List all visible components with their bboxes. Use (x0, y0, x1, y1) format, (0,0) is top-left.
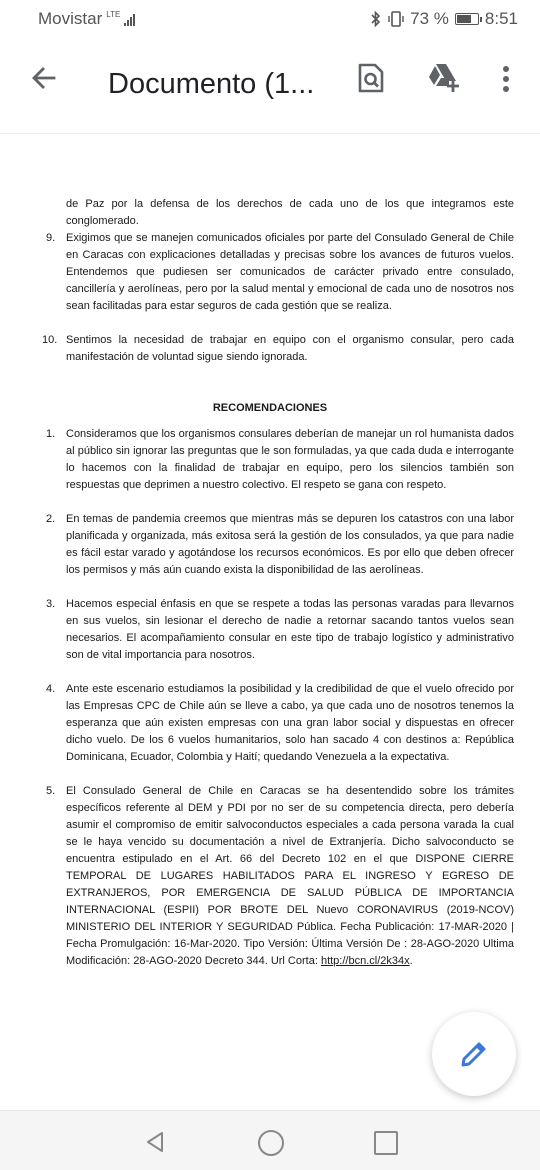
nav-recents-icon[interactable] (374, 1131, 398, 1155)
item-number: 3. (46, 598, 56, 610)
recommendation-1 (46, 426, 514, 494)
edit-pencil-icon (459, 1039, 489, 1069)
system-nav-bar (0, 1110, 540, 1170)
item-suffix: . (409, 955, 413, 967)
item-number: 10. (42, 334, 58, 346)
carrier-name: Movistar (38, 9, 103, 28)
battery-percent: 73 % (410, 9, 449, 28)
item-number: 1. (46, 428, 56, 440)
item-number: 5. (46, 785, 56, 797)
drive-add-icon[interactable] (425, 62, 461, 94)
status-bar (0, 0, 540, 38)
edit-fab-button[interactable] (432, 1012, 516, 1096)
item-text: Exigimos que se manejen comunicados oficiales por parte del Consulado General de Chile en Caracas con explicaciones detalladas y precisas sobre los avances de futuros vuelos. Entendemos que pudiesen ser comunicados de carácter privado entre consulado, cancillería y aerolíneas, pero por la salud mental y emocional de cada uno de nosotros nos sean facilitadas para estar seguros de cada gestión que se realiza. (66, 232, 514, 312)
recommendation-3 (46, 596, 514, 664)
item-text: Sentimos la necesidad de trabajar en equipo con el organismo consular, pero cada manifestación de voluntad sigue siendo ignorada. (66, 334, 514, 363)
intro-paragraph: de Paz por la defensa de los derechos de cada uno de los que integramos este conglomerado. (66, 198, 514, 227)
item-text: Hacemos especial énfasis en que se respete a todas las personas varadas para llevarnos en sus vuelos, sin lesionar el derecho de nadie a retornar sacando tantos vuelos sean necesarios. El acompañamiento consular en este tipo de trabajo logístico y administrativo son de vital importancia para nosotros. (66, 598, 514, 661)
network-type: LTE (106, 10, 121, 19)
item-number: 9. (46, 232, 56, 244)
short-url-link[interactable]: http://bcn.cl/2k34x (320, 955, 410, 967)
nav-home-icon[interactable] (258, 1130, 284, 1156)
list-item-10 (42, 332, 514, 366)
recommendation-4 (46, 681, 514, 766)
bluetooth-icon (370, 10, 382, 28)
section-heading: RECOMENDACIONES (212, 402, 328, 414)
item-number: 2. (46, 513, 56, 525)
item-text: Consideramos que los organismos consulares deberían de manejar un rol humanista dados al público sin ignorar las preguntas que le son formuladas, ya que cada duda e interrogante lo hacemos con la finalidad de trabajar en equipo, pero los silencios también son respuestas que deprimen a nuestro colectivo. El respeto se gana con respeto. (66, 428, 514, 491)
item-text: Ante este escenario estudiamos la posibilidad y la credibilidad de que el vuelo ofrecido por las Empresas CPC de Chile aún se lleve a cabo, ya que cada uno de nosotros tenemos la esperanza que aún existen empresas con una gran labor social y dispuestas en ofrecer dicho vuelo. De los 6 vuelos humanitarios, solo han sacado 4 con destinos a: República Dominicana, Ecuador, Colombia y Haití; quedando Venezuela a la expectativa. (66, 683, 514, 763)
arrow-back-icon[interactable] (28, 62, 60, 94)
recommendation-2 (46, 511, 514, 579)
battery-icon (455, 13, 479, 25)
status-left (38, 9, 135, 29)
list-item-9 (46, 230, 514, 315)
recommendation-5 (46, 783, 514, 970)
app-bar (0, 38, 540, 134)
item-text: En temas de pandemia creemos que mientras más se depuren los catastros con una labor planificada y organizada, más exitosa será la gestión de los consulados, ya que para nadie es fácil estar varado y agotándose los recursos económicos. Es por ello que deben ofrecer los permisos y más aún cuando exista la disponibilidad de las aerolíneas. (66, 513, 514, 576)
preview-icon[interactable] (357, 62, 385, 94)
status-right (370, 9, 518, 29)
document-page (0, 196, 540, 970)
clock: 8:51 (484, 9, 518, 28)
item-number: 4. (46, 683, 56, 695)
item-text: El Consulado General de Chile en Caracas se ha desentendido sobre los trámites específicos referente al DEM y PDI por no ser de su competencia directa, pero debería asumir el compromiso de emitir salvoconductos especiales a cada persona varada la cual se le haya vencido su documentación a nivel de Extranjería. Dicho salvoconducto se encuentra estipulado en el Art. 66 del Decreto 102 en el que DISPONE CIERRE TEMPORAL DE LUGARES HABILITADOS PARA EL INGRESO Y EGRESO DE EXTRANJEROS, POR EMERGENCIA DE SALUD PÚBLICA DE IMPORTANCIA INTERNACIONAL (ESPII) POR BROTE DEL Nuevo CORONAVIRUS (2019-NCOV) MINISTERIO DEL INTERIOR Y SEGURIDAD Pública. Fecha Publicación: 17-MAR-2020 | Fecha Promulgación: 16-Mar-2020. Tipo Versión: Última Versión De : 28-AGO-2020 Ultima Modificación: 28-AGO-2020 Decreto 344. Url Corta: (66, 785, 514, 967)
more-vert-icon[interactable] (498, 64, 514, 94)
document-title: Documento (1... (108, 68, 315, 100)
signal-icon (124, 12, 135, 26)
vibrate-icon (388, 10, 404, 28)
nav-back-icon[interactable] (144, 1130, 166, 1154)
